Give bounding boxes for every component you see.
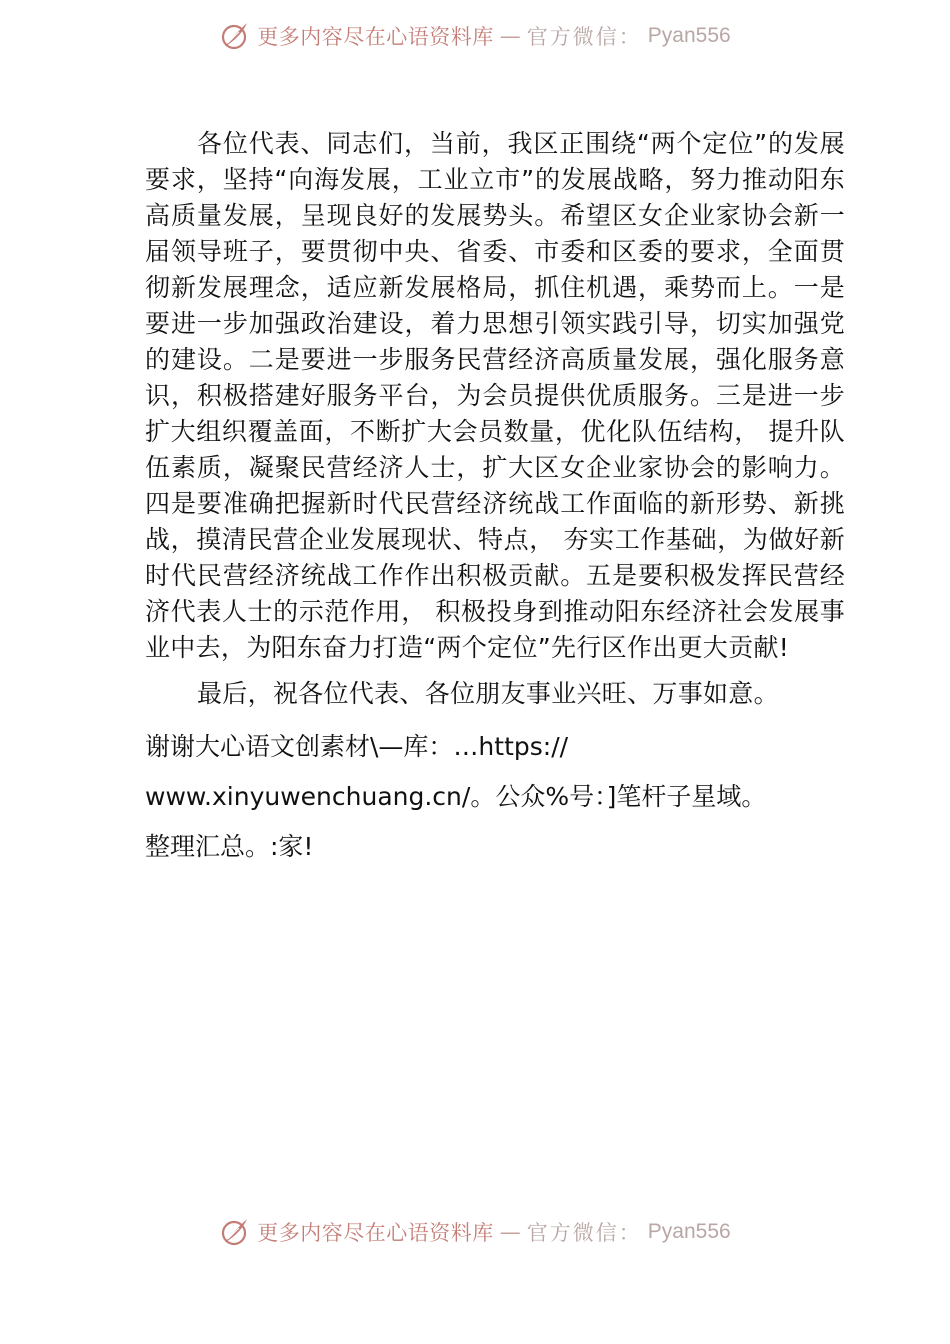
- feather-pen-logo-icon: [219, 1216, 251, 1248]
- banner-wechat-id: Pyan556: [647, 1220, 731, 1243]
- banner-brand-text: 更多内容尽在心语资料库: [257, 25, 494, 49]
- footer-text-line-3: 整理汇总。:家!: [145, 832, 314, 861]
- footer-text-line-2: www.xinyuwenchuang.cn/。公众%号：]笔杆子星域。: [145, 782, 767, 811]
- body-paragraph-closing: 最后，祝各位代表、各位朋友事业兴旺、万事如意。: [197, 679, 779, 708]
- feather-pen-logo-icon: [219, 20, 251, 52]
- header-banner: [0, 16, 950, 56]
- body-paragraph-main: 各位代表、同志们，当前，我区正围绕“两个定位”的发展要求，坚持“向海发展，工业立市”的发展战略，努力推动阳东高质量发展，呈现良好的发展势头。希望区女企业家协会新一届领导班子，要贯彻中央、省委、市委和区委的要求，全面贯彻新发展理念，适应新发展格局，抓住机遇，乘势而上。一是要进一步加强政治建设，着力思想引领实践引导，切实加强党的建设。二是要进一步服务民营经济高质量发展，强化服务意识，积极搭建好服务平台，为会员提供优质服务。三是进一步扩大组织覆盖面，不断扩大会员数量，优化队伍结构， 提升队伍素质，凝聚民营经济人士，扩大区女企业家协会的影响力。四是要准确把握新时代民营经济统战工作面临的新形势、新挑战，摸清民营企业发展现状、特点， 夯实工作基础，为做好新时代民营经济统战工作作出积极贡献。五是要积极发挥民营经济代表人士的示范作用， 积极投身到推动阳东经济社会发展事业中去，为阳东奋力打造“两个定位”先行区作出更大贡献!: [145, 129, 845, 662]
- document-body: [145, 126, 845, 872]
- footer-text-line-1: 谢谢大心语文创素材\—库：…https://: [145, 732, 569, 761]
- banner-wechat-id: Pyan556: [647, 24, 731, 47]
- banner-brand-text: 更多内容尽在心语资料库: [257, 1221, 494, 1245]
- banner-official-label: 官方微信：: [526, 1221, 642, 1245]
- banner-separator: —: [499, 1220, 521, 1244]
- banner-official-label: 官方微信：: [526, 25, 642, 49]
- footer-banner: [0, 1212, 950, 1252]
- banner-separator: —: [499, 24, 521, 48]
